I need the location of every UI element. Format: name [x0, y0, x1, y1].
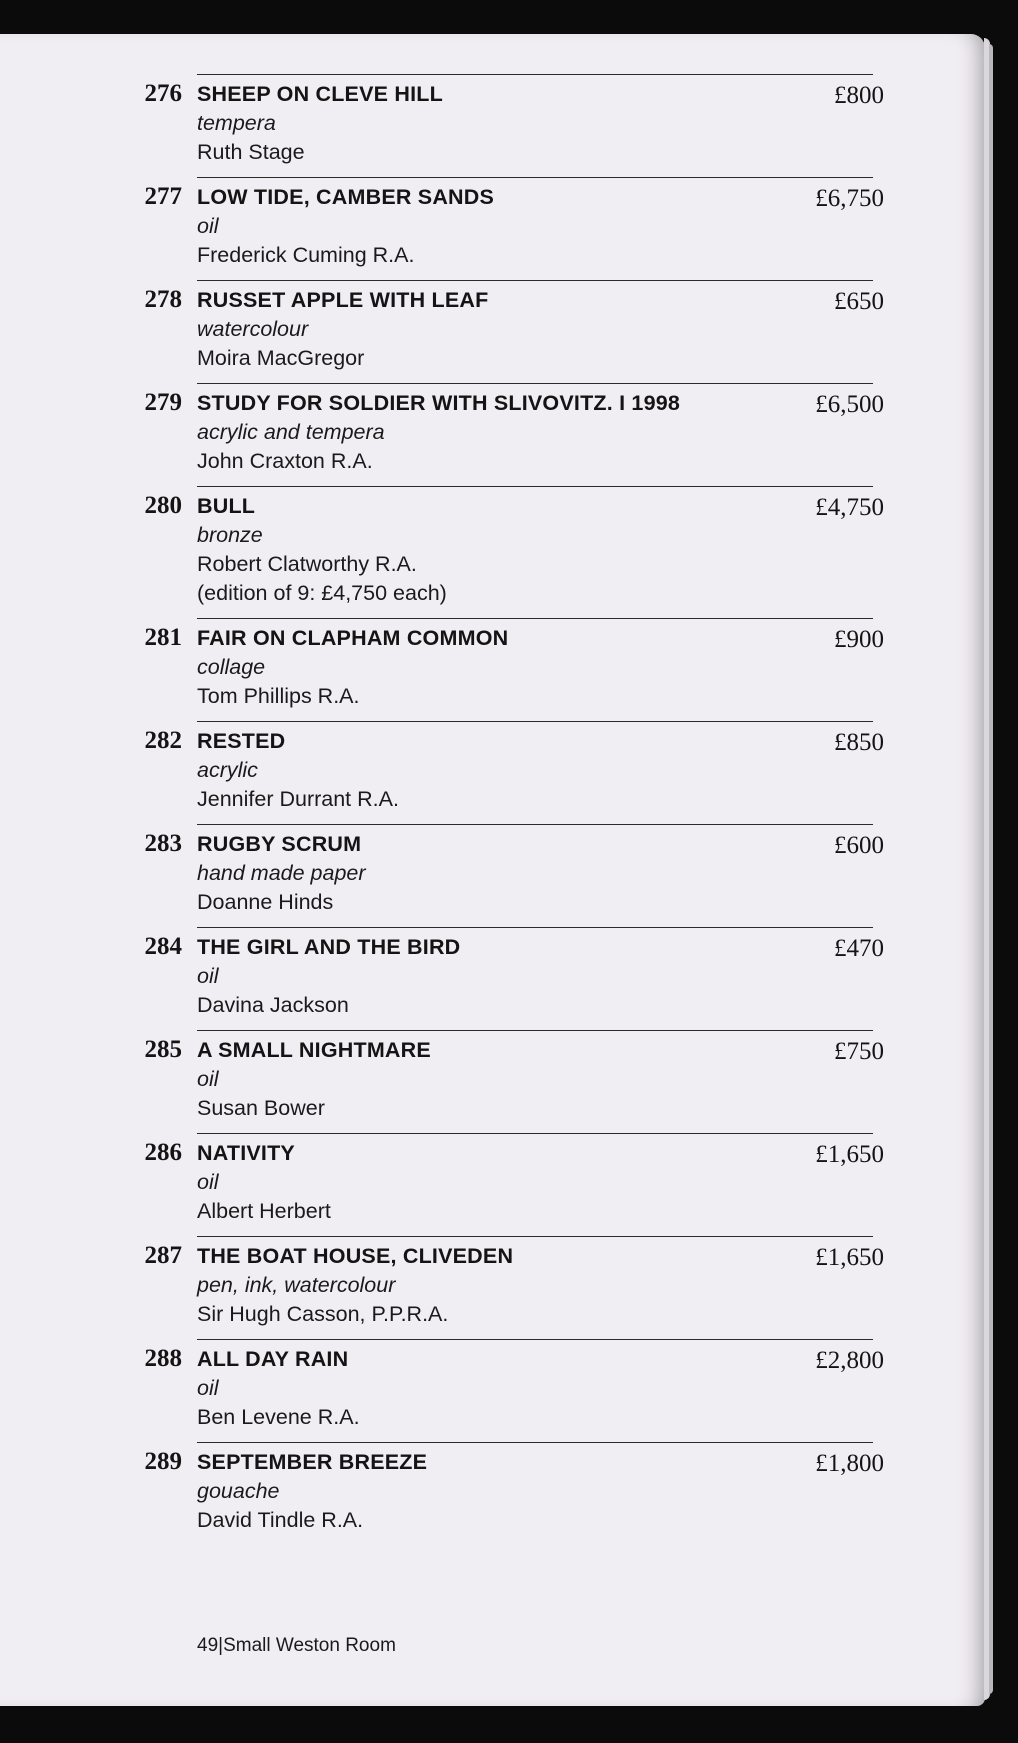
entry-title: RUSSET APPLE WITH LEAF: [197, 288, 489, 312]
entry-medium: bronze: [197, 523, 263, 547]
entry-medium: hand made paper: [197, 861, 366, 885]
page-number: 49: [197, 1635, 219, 1656]
entry-medium: pen, ink, watercolour: [197, 1273, 396, 1297]
entry-artist: David Tindle R.A.: [197, 1508, 364, 1532]
entry-price: £1,800: [815, 1450, 884, 1477]
entry-price: £6,750: [815, 185, 884, 212]
entry-divider: [197, 1236, 873, 1237]
catalogue-entry-288: [0, 1339, 985, 1442]
entry-title: THE GIRL AND THE BIRD: [197, 935, 461, 959]
entry-divider: [197, 486, 873, 487]
catalogue-entry-283: [0, 824, 985, 927]
catalogue-entry-285: [0, 1030, 985, 1133]
entry-divider: [197, 1133, 873, 1134]
entry-number: 286: [144, 1139, 182, 1166]
entry-title: RESTED: [197, 729, 286, 753]
catalogue-entry-282: [0, 721, 985, 824]
page-footer: [197, 1635, 396, 1657]
catalogue-page: [0, 34, 985, 1706]
entry-artist: Doanne Hinds: [197, 890, 334, 914]
entry-number: 276: [144, 80, 182, 107]
entry-price: £800: [834, 82, 884, 109]
entry-number: 280: [144, 492, 182, 519]
entry-divider: [197, 1030, 873, 1031]
entry-divider: [197, 618, 873, 619]
entry-price: £750: [834, 1038, 884, 1065]
entry-divider: [197, 1339, 873, 1340]
entry-number: 282: [144, 727, 182, 754]
entry-medium: oil: [197, 214, 219, 238]
catalogue-entries: [0, 74, 985, 1545]
entry-price: £4,750: [815, 494, 884, 521]
entry-artist: Jennifer Durrant R.A.: [197, 787, 399, 811]
entry-title: THE BOAT HOUSE, CLIVEDEN: [197, 1244, 514, 1268]
catalogue-entry-277: [0, 177, 985, 280]
entry-title: BULL: [197, 494, 256, 518]
entry-title: STUDY FOR SOLDIER WITH SLIVOVITZ. I 1998: [197, 391, 681, 415]
catalogue-entry-276: [0, 74, 985, 177]
entry-medium: acrylic and tempera: [197, 420, 385, 444]
entry-price: £600: [834, 832, 884, 859]
entry-number: 285: [144, 1036, 182, 1063]
entry-artist: Davina Jackson: [197, 993, 349, 1017]
entry-price: £850: [834, 729, 884, 756]
entry-medium: oil: [197, 964, 219, 988]
entry-artist: Frederick Cuming R.A.: [197, 243, 415, 267]
entry-title: NATIVITY: [197, 1141, 295, 1165]
entry-number: 279: [144, 389, 182, 416]
entry-price: £900: [834, 626, 884, 653]
entry-artist: Moira MacGregor: [197, 346, 365, 370]
entry-title: SEPTEMBER BREEZE: [197, 1450, 428, 1474]
room-name: Small Weston Room: [223, 1635, 396, 1656]
entry-price: £6,500: [815, 391, 884, 418]
catalogue-entry-278: [0, 280, 985, 383]
entry-number: 278: [144, 286, 182, 313]
entry-medium: collage: [197, 655, 266, 679]
entry-medium: watercolour: [197, 317, 309, 341]
entry-title: LOW TIDE, CAMBER SANDS: [197, 185, 495, 209]
entry-title: RUGBY SCRUM: [197, 832, 362, 856]
entry-artist: John Craxton R.A.: [197, 449, 373, 473]
footer-separator: |: [218, 1635, 224, 1656]
entry-medium: oil: [197, 1170, 219, 1194]
entry-title: FAIR ON CLAPHAM COMMON: [197, 626, 509, 650]
entry-divider: [197, 824, 873, 825]
entry-artist: Ben Levene R.A.: [197, 1405, 360, 1429]
entry-artist: Ruth Stage: [197, 140, 305, 164]
entry-title: ALL DAY RAIN: [197, 1347, 349, 1371]
entry-artist: Susan Bower: [197, 1096, 325, 1120]
entry-medium: acrylic: [197, 758, 258, 782]
entry-number: 277: [144, 183, 182, 210]
catalogue-entry-289: [0, 1442, 985, 1545]
catalogue-entry-286: [0, 1133, 985, 1236]
entry-medium: oil: [197, 1067, 219, 1091]
entry-number: 281: [144, 624, 182, 651]
page-edge-shadow: [989, 44, 993, 1694]
entry-number: 287: [144, 1242, 182, 1269]
entry-number: 288: [144, 1345, 182, 1372]
entry-number: 284: [144, 933, 182, 960]
catalogue-entry-284: [0, 927, 985, 1030]
entry-artist: Albert Herbert: [197, 1199, 331, 1223]
catalogue-entry-280: [0, 486, 985, 618]
catalogue-entry-279: [0, 383, 985, 486]
entry-divider: [197, 383, 873, 384]
entry-divider: [197, 721, 873, 722]
entry-price: £470: [834, 935, 884, 962]
entry-medium: oil: [197, 1376, 219, 1400]
entry-number: 289: [144, 1448, 182, 1475]
entry-number: 283: [144, 830, 182, 857]
entry-edition-note: (edition of 9: £4,750 each): [197, 581, 447, 605]
entry-artist: Tom Phillips R.A.: [197, 684, 360, 708]
entry-price: £2,800: [815, 1347, 884, 1374]
entry-divider: [197, 1442, 873, 1443]
catalogue-entry-281: [0, 618, 985, 721]
entry-medium: gouache: [197, 1479, 280, 1503]
entry-divider: [197, 927, 873, 928]
entry-divider: [197, 177, 873, 178]
entry-price: £1,650: [815, 1141, 884, 1168]
entry-price: £650: [834, 288, 884, 315]
entry-divider: [197, 280, 873, 281]
entry-price: £1,650: [815, 1244, 884, 1271]
entry-artist: Sir Hugh Casson, P.P.R.A.: [197, 1302, 449, 1326]
entry-artist: Robert Clatworthy R.A.: [197, 552, 417, 576]
entry-divider: [197, 74, 873, 75]
entry-medium: tempera: [197, 111, 276, 135]
catalogue-entry-287: [0, 1236, 985, 1339]
entry-title: A SMALL NIGHTMARE: [197, 1038, 431, 1062]
entry-title: SHEEP ON CLEVE HILL: [197, 82, 443, 106]
